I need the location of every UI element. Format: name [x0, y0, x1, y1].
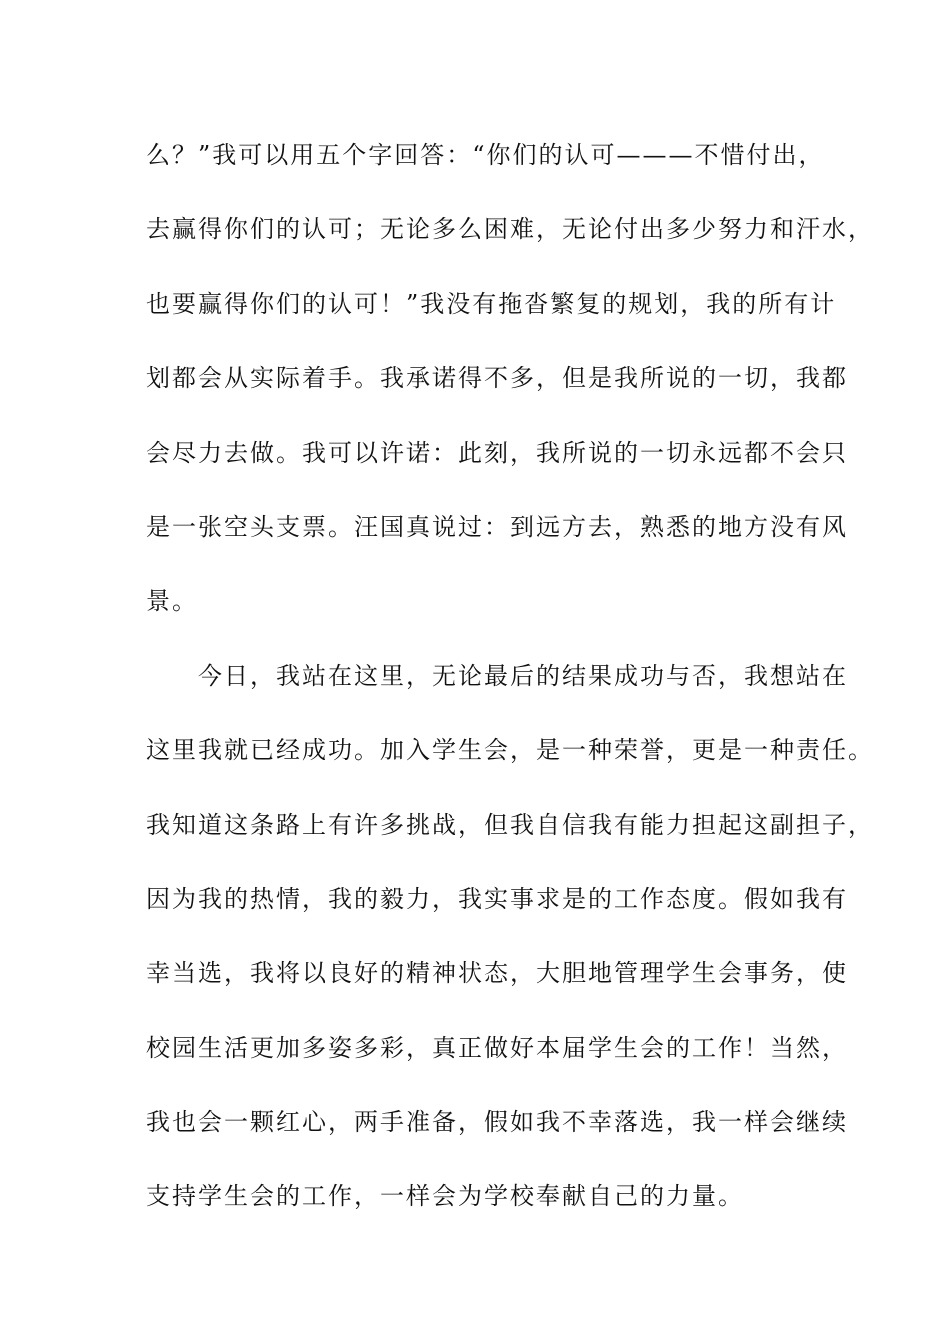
text-line: 景。: [146, 587, 198, 616]
text-line: 么？”我可以用五个字回答：“你们的认可———不惜付出，: [146, 141, 825, 169]
text-line: 也要赢得你们的认可！”我没有拖沓繁复的规划，我的所有计: [146, 289, 837, 318]
text-line: 幸当选，我将以良好的精神状态，大胆地管理学生会事务，使: [146, 959, 848, 988]
text-line: 我知道这条路上有许多挑战，但我自信我有能力担起这副担子，: [146, 810, 874, 839]
text-line: 划都会从实际着手。我承诺得不多，但是我所说的一切，我都: [146, 364, 848, 393]
text-line: 会尽力去做。我可以许诺：此刻，我所说的一切永远都不会只: [146, 438, 848, 467]
text-line: 这里我就已经成功。加入学生会，是一种荣誉，更是一种责任。: [146, 736, 874, 765]
text-line: 校园生活更加多姿多彩，真正做好本届学生会的工作！当然，: [146, 1033, 848, 1062]
body-text: [146, 131, 874, 1247]
text-line: 我也会一颗红心，两手准备，假如我不幸落选，我一样会继续: [146, 1108, 848, 1137]
text-line: 是一张空头支票。汪国真说过：到远方去，熟悉的地方没有风: [146, 512, 848, 541]
text-line: 去赢得你们的认可；无论多么困难，无论付出多少努力和汗水，: [146, 215, 874, 244]
text-line: 因为我的热情，我的毅力，我实事求是的工作态度。假如我有: [146, 884, 848, 913]
text-line: 支持学生会的工作，一样会为学校奉献自己的力量。: [146, 1182, 744, 1211]
paragraph-start-line: 今日，我站在这里，无论最后的结果成功与否，我想站在: [198, 661, 848, 690]
